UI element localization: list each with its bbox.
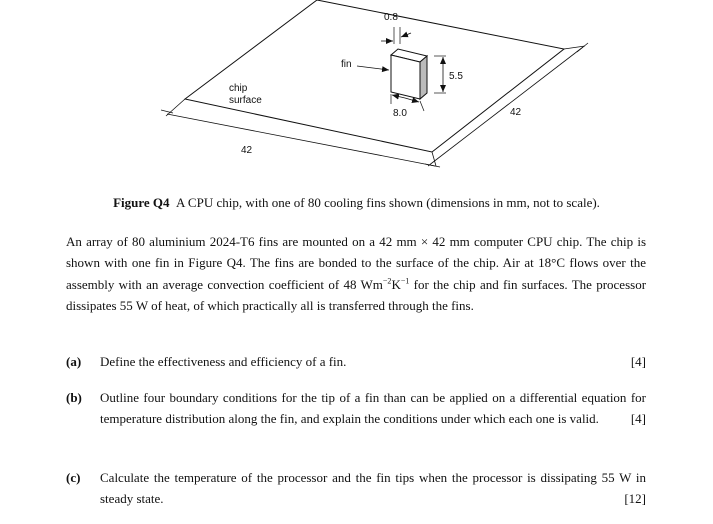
dim-height-label: 5.5	[449, 71, 463, 82]
question-a	[66, 351, 646, 372]
question-b-marks: [4]	[630, 411, 646, 427]
question-c-text: Calculate the temperature of the processor and the fin tips when the processor is dissipating 55 W in steady state.	[100, 470, 646, 507]
chip-surface	[185, 0, 564, 152]
fin-label: fin	[341, 59, 352, 70]
figure-caption-text: A CPU chip, with one of 80 cooling fins shown (dimensions in mm, not to scale).	[176, 195, 600, 210]
chip-surface-label-line2: surface	[229, 95, 262, 106]
problem-line-5: through the fins.	[388, 297, 474, 313]
question-b-text: Outline four boundary conditions for the tip of a fin than can be applied on a differential equation for temperature distribution along the fin, and explain the conditions under which each one is valid.	[100, 390, 646, 427]
problem-line-3b: K	[391, 276, 401, 292]
question-c-marks: [12]	[624, 491, 646, 507]
dim-length-label: 8.0	[393, 108, 407, 119]
question-c-label: (c)	[66, 470, 81, 485]
problem-line-1: An array of 80 aluminium 2024-T6 fins are mounted on a 42 mm × 42 mm computer CPU chip.	[66, 234, 583, 249]
dimension-line-left	[167, 114, 435, 166]
question-c	[66, 467, 646, 510]
figure-q4-diagram	[0, 0, 713, 195]
problem-line-3c: for the chip	[409, 276, 476, 292]
figure-caption-label: Figure Q4	[113, 195, 170, 210]
problem-line-2: The chip is shown with one fin in Figure Q4. The fins are bonded to the surface of the chip. Air at	[66, 234, 647, 271]
problem-statement	[66, 231, 646, 316]
dim-thickness-label: 0.8	[384, 12, 398, 23]
question-a-label: (a)	[66, 354, 82, 369]
question-a-text: Define the effectiveness and efficiency of a fin.	[100, 354, 347, 369]
question-b-label: (b)	[66, 390, 82, 405]
figure-caption	[0, 195, 713, 211]
dimension-line-right	[428, 47, 583, 166]
problem-line-3a: 18°C flows over the assembly with an average convection coefficient of 48 Wm	[66, 255, 647, 292]
unit-exponent-2: −1	[400, 276, 410, 286]
fin-shape	[391, 49, 427, 99]
question-a-marks: [4]	[630, 354, 646, 369]
question-b	[66, 387, 646, 430]
side-length-right-label: 42	[510, 107, 522, 118]
unit-exponent-1: −2	[382, 276, 392, 286]
side-length-left-label: 42	[241, 145, 253, 156]
chip-surface-label-line1: chip	[229, 83, 248, 94]
problem-line-4: and fin surfaces. The processor dissipates 55 W of heat, of which practically all is transferred	[66, 276, 647, 313]
